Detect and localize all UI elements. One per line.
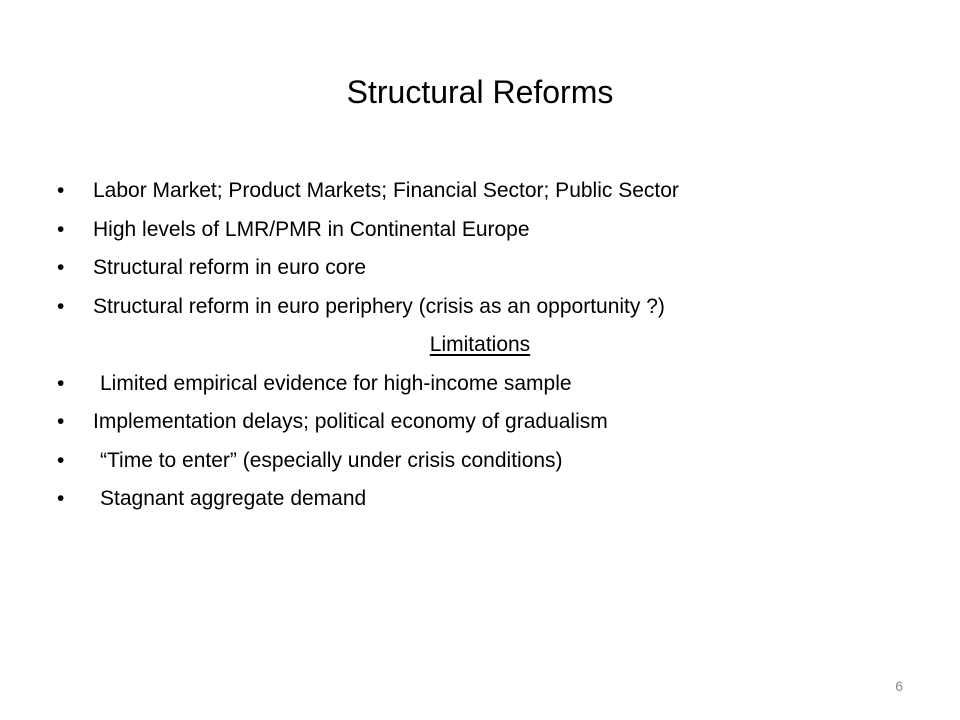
list-item-text: Limited empirical evidence for high-income sample	[100, 371, 572, 395]
list-item	[0, 442, 960, 481]
list-item-text: Structural reform in euro periphery (crisis as an opportunity ?)	[93, 294, 665, 318]
limitations-subheading	[0, 326, 960, 365]
list-item-text: Implementation delays; political economy of gradualism	[93, 410, 608, 433]
slide-title: Structural Reforms	[346, 74, 614, 110]
list-item-text: Labor Market; Product Markets; Financial Sector; Public Sector	[93, 179, 679, 202]
list-item	[0, 288, 960, 327]
list-item	[0, 403, 960, 442]
bullet-list	[0, 172, 960, 519]
bullet-icon: •	[57, 487, 65, 510]
bullet-icon: •	[57, 371, 65, 395]
list-item-text: Structural reform in euro core	[93, 256, 367, 279]
bullet-icon: •	[57, 256, 65, 279]
list-item-text: “Time to enter” (especially under crisis conditions)	[100, 448, 563, 472]
bullet-icon: •	[57, 179, 65, 202]
page-number: 6	[895, 678, 903, 694]
list-item	[0, 365, 960, 404]
bullet-icon: •	[57, 410, 65, 433]
bullet-icon: •	[57, 448, 65, 472]
list-item	[0, 172, 960, 211]
list-item	[0, 211, 960, 250]
list-item-text: Stagnant aggregate demand	[100, 487, 367, 510]
bullet-icon: •	[57, 217, 65, 241]
list-item	[0, 480, 960, 519]
list-item-text: High levels of LMR/PMR in Continental Europe	[93, 217, 530, 241]
list-item	[0, 249, 960, 288]
bullet-icon: •	[57, 294, 65, 318]
subheading-text: Limitations	[429, 333, 531, 356]
